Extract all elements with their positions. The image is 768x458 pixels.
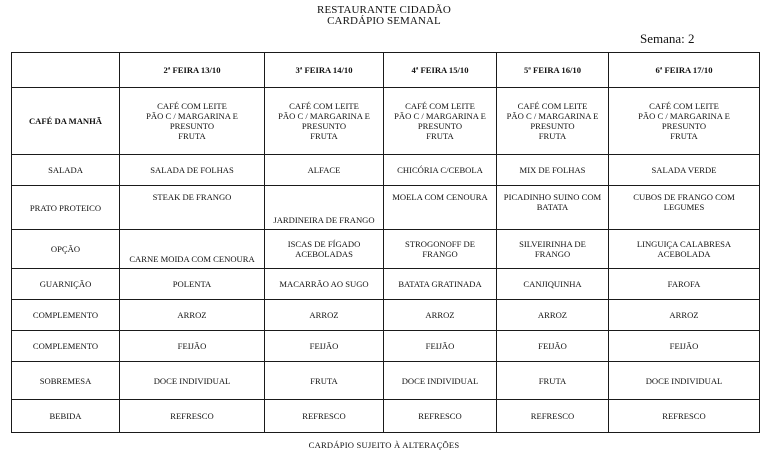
- menu-cell: SALADA VERDE: [609, 155, 760, 186]
- weekly-menu-table: [11, 52, 760, 433]
- menu-cell: CAFÉ COM LEITE PÃO C / MARGARINA E PRESUNTO FRUTA: [265, 88, 384, 155]
- row-label: OPÇÃO: [12, 230, 120, 269]
- row-label: COMPLEMENTO: [12, 300, 120, 331]
- day-header: 5ª FEIRA 16/10: [497, 53, 609, 88]
- menu-cell: POLENTA: [120, 269, 265, 300]
- menu-cell: FAROFA: [609, 269, 760, 300]
- menu-cell: FRUTA: [265, 362, 384, 400]
- footer-note: CARDÁPIO SUJEITO À ALTERAÇÕES: [308, 440, 460, 450]
- row-label: CAFÉ DA MANHÃ: [12, 88, 120, 155]
- row-label: SOBREMESA: [12, 362, 120, 400]
- day-header: 3ª FEIRA 14/10: [265, 53, 384, 88]
- menu-cell: ISCAS DE FÍGADO ACEBOLADAS: [265, 230, 384, 269]
- menu-cell: REFRESCO: [120, 400, 265, 433]
- week-label: Semana: 2: [640, 31, 695, 46]
- menu-cell: CANJIQUINHA: [497, 269, 609, 300]
- menu-cell: CAFÉ COM LEITE PÃO C / MARGARINA E PRESUNTO FRUTA: [120, 88, 265, 155]
- menu-cell: JARDINEIRA DE FRANGO: [265, 186, 384, 230]
- menu-cell: STROGONOFF DE FRANGO: [384, 230, 497, 269]
- menu-cell: PICADINHO SUINO COM BATATA: [497, 186, 609, 230]
- menu-cell: DOCE INDIVIDUAL: [120, 362, 265, 400]
- menu-row: [12, 269, 760, 300]
- menu-cell: FRUTA: [497, 362, 609, 400]
- menu-cell: REFRESCO: [609, 400, 760, 433]
- day-header: 2ª FEIRA 13/10: [120, 53, 265, 88]
- header-corner-cell: [12, 53, 120, 88]
- menu-cell: FEIJÃO: [265, 331, 384, 362]
- menu-cell: MACARRÃO AO SUGO: [265, 269, 384, 300]
- menu-cell: SILVEIRINHA DE FRANGO: [497, 230, 609, 269]
- menu-row: [12, 362, 760, 400]
- row-label: COMPLEMENTO: [12, 331, 120, 362]
- row-label: PRATO PROTEICO: [12, 186, 120, 230]
- restaurant-name: RESTAURANTE CIDADÃO: [317, 4, 451, 16]
- menu-cell: CAFÉ COM LEITE PÃO C / MARGARINA E PRESUNTO FRUTA: [384, 88, 497, 155]
- menu-cell: MIX DE FOLHAS: [497, 155, 609, 186]
- menu-cell: ARROZ: [497, 300, 609, 331]
- menu-row: [12, 186, 760, 230]
- menu-cell: FEIJÃO: [120, 331, 265, 362]
- menu-cell: ALFACE: [265, 155, 384, 186]
- menu-cell: CUBOS DE FRANGO COM LEGUMES: [609, 186, 760, 230]
- menu-cell: REFRESCO: [497, 400, 609, 433]
- row-label: SALADA: [12, 155, 120, 186]
- menu-cell: ARROZ: [120, 300, 265, 331]
- menu-cell: FEIJÃO: [384, 331, 497, 362]
- menu-cell: FEIJÃO: [609, 331, 760, 362]
- menu-cell: DOCE INDIVIDUAL: [384, 362, 497, 400]
- menu-cell: CHICÓRIA C/CEBOLA: [384, 155, 497, 186]
- row-label: BEBIDA: [12, 400, 120, 433]
- menu-cell: REFRESCO: [384, 400, 497, 433]
- row-label: GUARNIÇÃO: [12, 269, 120, 300]
- menu-cell: CARNE MOIDA COM CENOURA: [120, 230, 265, 269]
- menu-cell: REFRESCO: [265, 400, 384, 433]
- menu-cell: ARROZ: [384, 300, 497, 331]
- table-header-row: [12, 53, 760, 88]
- menu-cell: BATATA GRATINADA: [384, 269, 497, 300]
- menu-cell: ARROZ: [265, 300, 384, 331]
- menu-row: [12, 300, 760, 331]
- menu-cell: STEAK DE FRANGO: [120, 186, 265, 230]
- menu-cell: FEIJÃO: [497, 331, 609, 362]
- menu-row: [12, 88, 760, 155]
- menu-cell: ARROZ: [609, 300, 760, 331]
- menu-cell: SALADA DE FOLHAS: [120, 155, 265, 186]
- menu-row: [12, 400, 760, 433]
- day-header: 6ª FEIRA 17/10: [609, 53, 760, 88]
- menu-row: [12, 331, 760, 362]
- day-header: 4ª FEIRA 15/10: [384, 53, 497, 88]
- menu-row: [12, 155, 760, 186]
- menu-cell: CAFÉ COM LEITE PÃO C / MARGARINA E PRESUNTO FRUTA: [497, 88, 609, 155]
- menu-row: [12, 230, 760, 269]
- menu-cell: LINGUIÇA CALABRESA ACEBOLADA: [609, 230, 760, 269]
- menu-cell: CAFÉ COM LEITE PÃO C / MARGARINA E PRESUNTO FRUTA: [609, 88, 760, 155]
- menu-cell: DOCE INDIVIDUAL: [609, 362, 760, 400]
- menu-cell: MOELA COM CENOURA: [384, 186, 497, 230]
- menu-subtitle: CARDÁPIO SEMANAL: [327, 15, 441, 27]
